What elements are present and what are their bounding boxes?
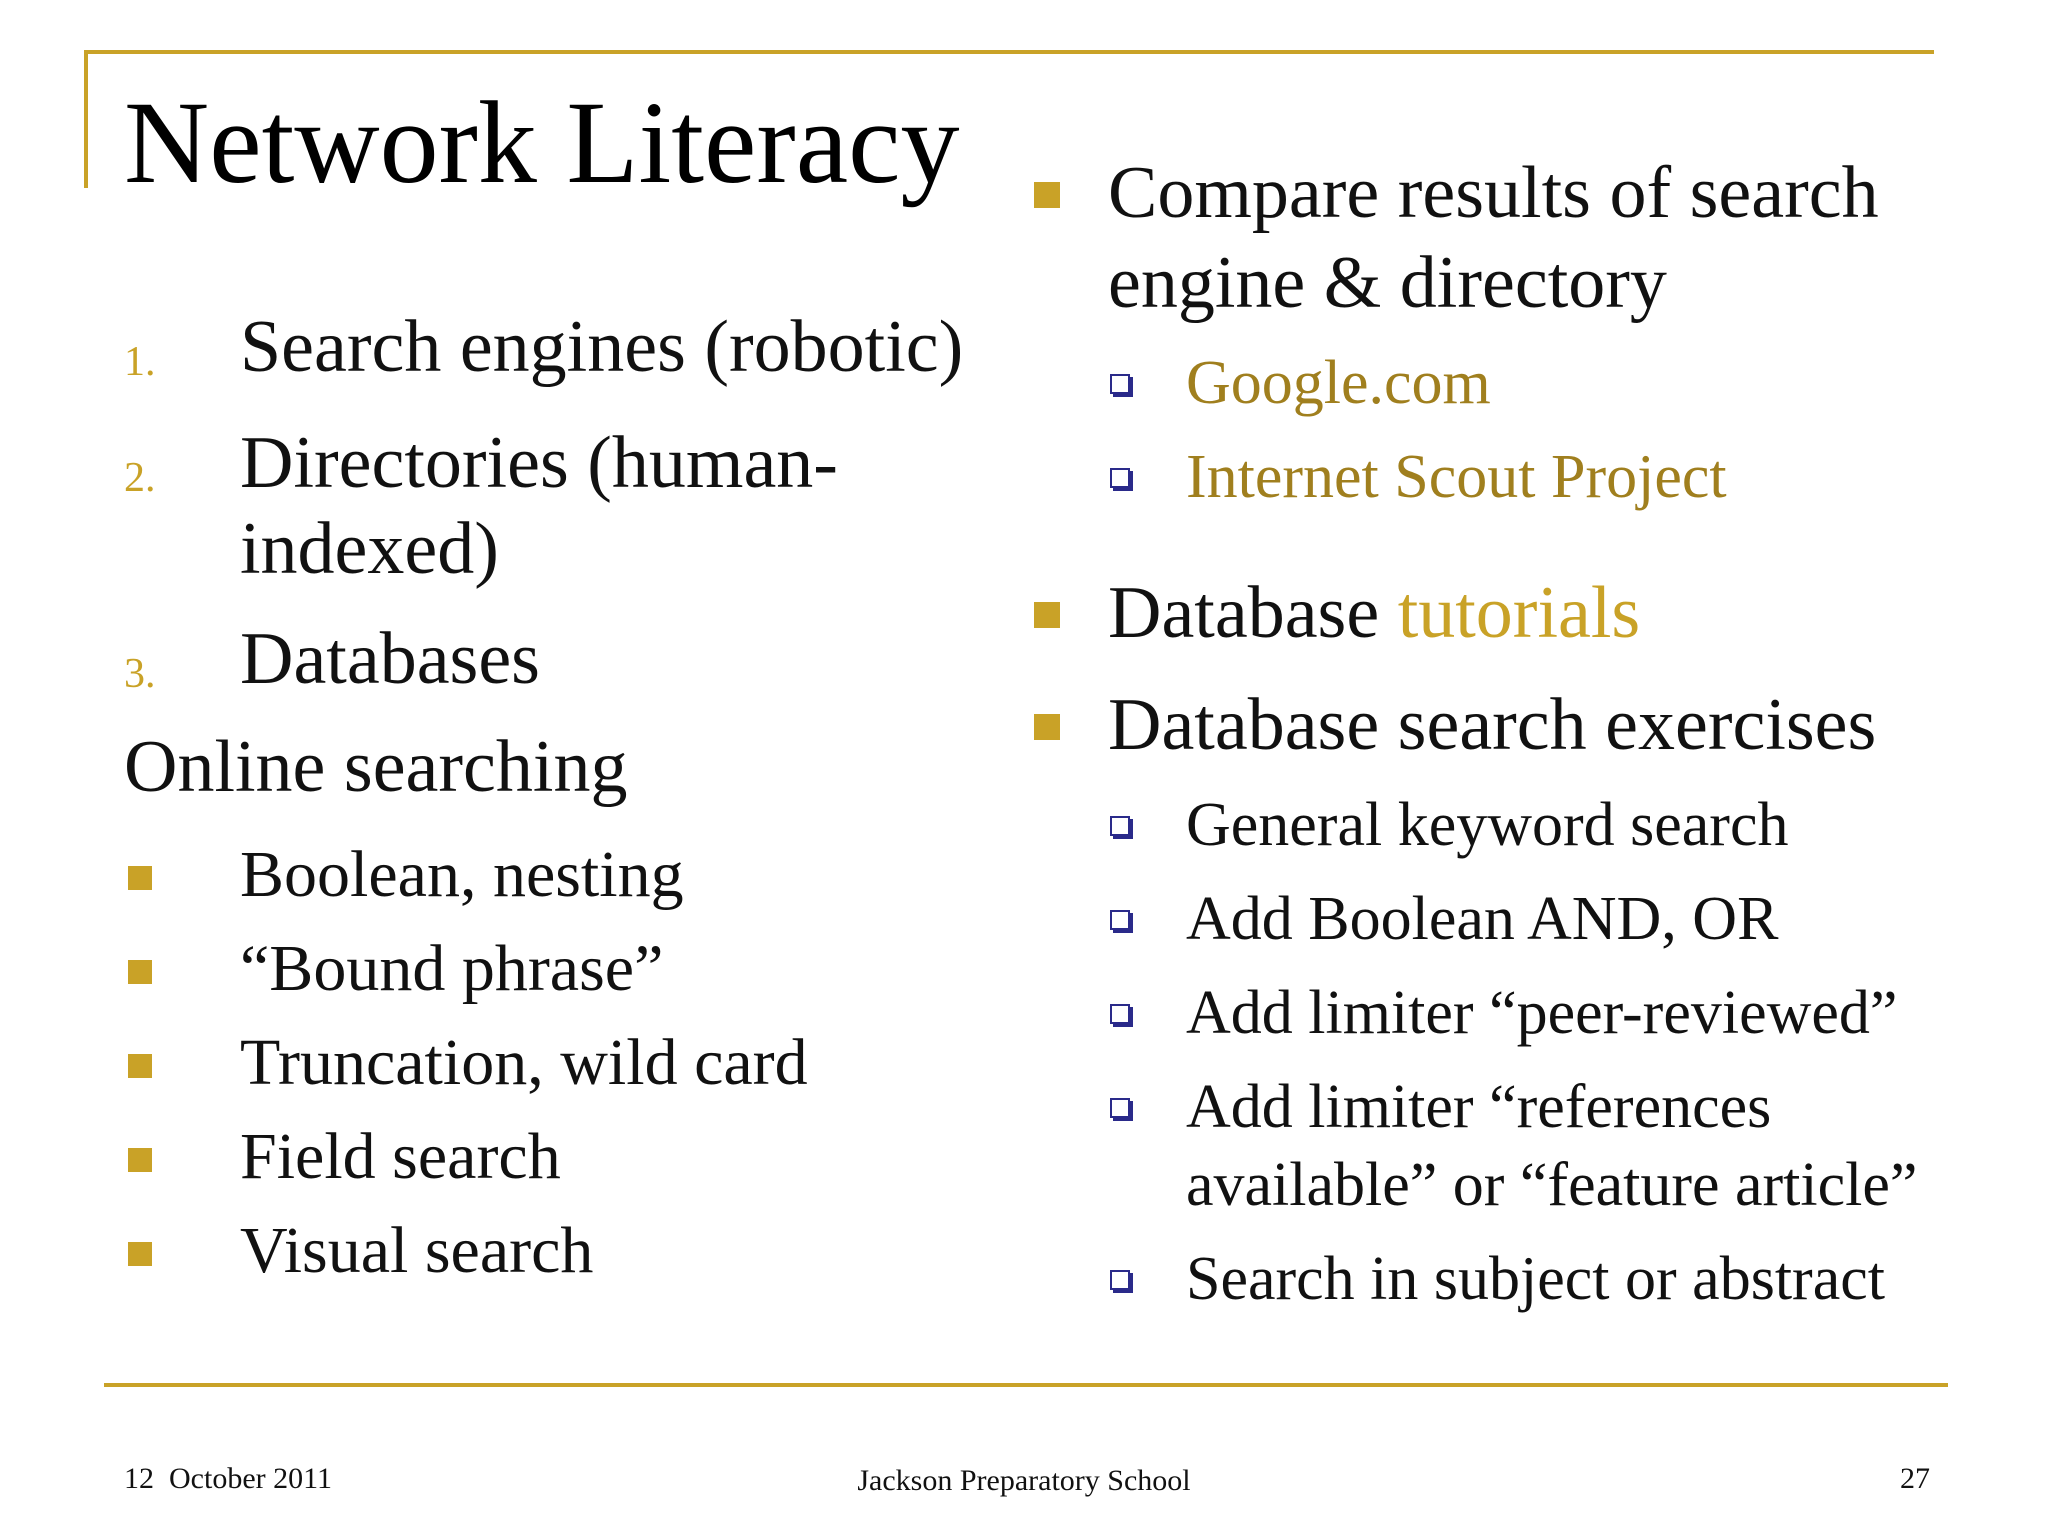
bullet-text: Visual search bbox=[240, 1214, 594, 1287]
section-heading: Online searching bbox=[124, 726, 628, 808]
footer-date: 12 October 2011 bbox=[124, 1462, 333, 1495]
checkbox-bullet-icon bbox=[1110, 910, 1130, 930]
square-bullet-icon bbox=[128, 866, 152, 890]
footer-divider bbox=[104, 1383, 1948, 1387]
title-accent-bar bbox=[84, 50, 88, 188]
list-text: Search engines (robotic) bbox=[240, 306, 964, 388]
list-number: 2. bbox=[124, 455, 156, 501]
bullet-text: Truncation, wild card bbox=[240, 1026, 808, 1099]
square-bullet-icon bbox=[128, 960, 152, 984]
sub-list-text: Add limiter “peer-reviewed” bbox=[1186, 979, 1898, 1047]
checkbox-bullet-icon bbox=[1110, 1270, 1130, 1290]
checkbox-bullet-icon bbox=[1110, 1004, 1130, 1024]
sub-list-text: Search in subject or abstract bbox=[1186, 1245, 1885, 1313]
bullet-text: Database search exercises bbox=[1108, 684, 1877, 766]
list-text: Directories (human- bbox=[240, 422, 838, 504]
bullet-text-plain: Database bbox=[1108, 572, 1398, 654]
square-bullet-icon bbox=[128, 1054, 152, 1078]
checkbox-bullet-icon bbox=[1110, 816, 1130, 836]
square-bullet-icon bbox=[128, 1148, 152, 1172]
footer-page-number: 27 bbox=[1900, 1462, 1930, 1495]
sub-list-text: Add limiter “references bbox=[1186, 1073, 1772, 1141]
list-text-continued: indexed) bbox=[240, 508, 499, 590]
slide-title: Network Literacy bbox=[124, 77, 960, 208]
tutorials-link[interactable]: tutorials bbox=[1397, 572, 1641, 654]
sub-list-text: Add Boolean AND, OR bbox=[1186, 885, 1779, 953]
google-link[interactable]: Google.com bbox=[1186, 349, 1491, 417]
square-bullet-icon bbox=[1034, 182, 1060, 208]
list-number: 3. bbox=[124, 651, 156, 697]
bullet-text bbox=[1108, 568, 1640, 658]
bullet-text: Field search bbox=[240, 1120, 561, 1193]
bullet-text-continued: engine & directory bbox=[1108, 242, 1667, 324]
internet-scout-link[interactable]: Internet Scout Project bbox=[1186, 443, 1727, 511]
bullet-text: Compare results of search bbox=[1108, 152, 1879, 234]
bullet-text: Boolean, nesting bbox=[240, 838, 684, 911]
sub-list-text: General keyword search bbox=[1186, 791, 1789, 859]
sub-list-text-continued: available” or “feature article” bbox=[1186, 1151, 1918, 1219]
checkbox-bullet-icon bbox=[1110, 1098, 1130, 1118]
footer-school: Jackson Preparatory School bbox=[857, 1464, 1191, 1497]
list-text: Databases bbox=[240, 618, 540, 700]
list-number: 1. bbox=[124, 339, 156, 385]
square-bullet-icon bbox=[1034, 602, 1060, 628]
square-bullet-icon bbox=[128, 1242, 152, 1266]
bullet-text: “Bound phrase” bbox=[240, 932, 664, 1005]
top-divider bbox=[84, 50, 1934, 54]
checkbox-bullet-icon bbox=[1110, 468, 1130, 488]
square-bullet-icon bbox=[1034, 714, 1060, 740]
checkbox-bullet-icon bbox=[1110, 374, 1130, 394]
